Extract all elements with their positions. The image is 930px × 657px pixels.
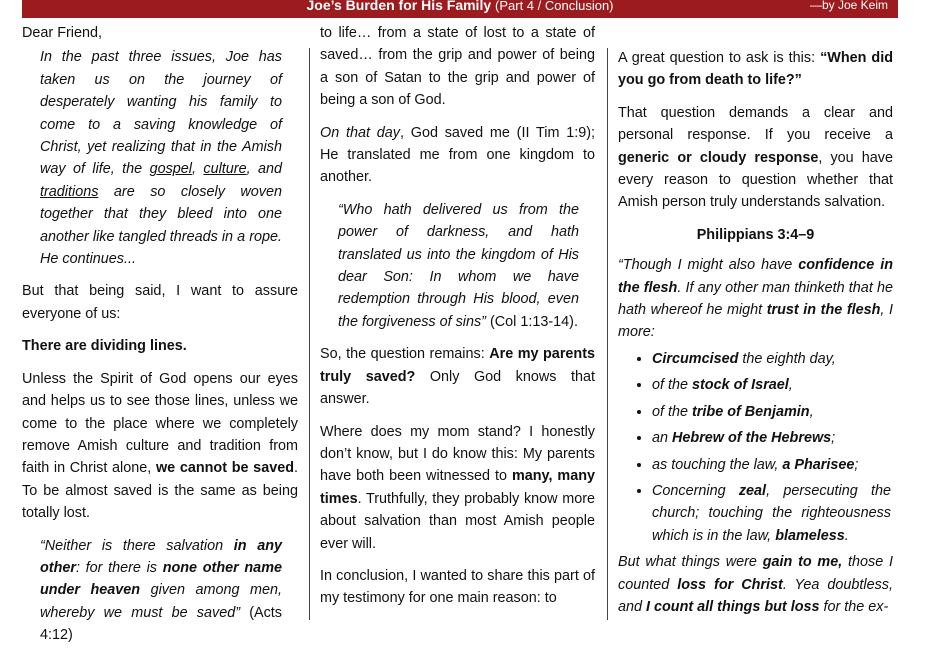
salutation: Dear Friend, [22, 25, 102, 41]
dividing-lines: There are dividing lines. [22, 338, 187, 355]
scripture-quote [320, 199, 595, 333]
column-divider-2 [607, 48, 608, 620]
quote-bold: none other name under heaven [40, 559, 282, 599]
column-1 [22, 22, 298, 657]
column-divider-1 [309, 48, 310, 620]
quote-text: . Yea doubtless, and [618, 576, 893, 615]
scripture-heading: Philippians 3:4–9 [696, 226, 815, 243]
p1-text: A great question to ask is this: [618, 50, 821, 66]
byline: —by Joe Keim [809, 0, 888, 12]
list-item [652, 454, 893, 476]
on-that-day: On that day [320, 124, 400, 141]
list-item [652, 374, 893, 396]
p1-bold: “When did you go from death to life?” [618, 50, 893, 89]
quote-text: . If any other man thinketh that he hath whereof he might [618, 279, 893, 319]
scripture-quote [22, 535, 298, 647]
intro-text: In the past three issues, Joe has taken us on the journey of desperately wanting his family to come to a saving knowledge of Christ, yet realizing that in the Amish way of life, the [40, 49, 282, 178]
paragraph [320, 122, 595, 189]
p2-text: That question demands a clear and personal response. If you receive a [618, 104, 893, 144]
title-text: Joe’s Burden for His Family [306, 0, 492, 13]
scripture-quote [618, 254, 893, 344]
quote-text: : for there is [75, 559, 163, 576]
quote-text: “Neither is there salvation [40, 537, 234, 554]
p3-text: So, the question remains: [320, 346, 490, 363]
p3-end: Only God knows that answer. [320, 368, 596, 408]
item-bold: Hebrew of the Hebrews [672, 430, 832, 447]
item-text: ; [831, 430, 836, 447]
p4-bold: many, many times [320, 468, 595, 507]
item-text: ; [854, 456, 859, 473]
item-text: of the [652, 403, 693, 420]
quote-text: “Though I might also have [618, 257, 799, 274]
quote-text: for the ex- [819, 598, 889, 615]
quote-bold: confidence in the flesh [618, 257, 893, 296]
p3-end: . To be almost saved is the same as being totally lost. [22, 460, 298, 522]
quote-reference: (Col 1:13-14). [485, 313, 578, 330]
article-title [22, 0, 898, 15]
item-text: . [844, 527, 849, 544]
p3-text: Unless the Spirit of God opens our eyes and helps us to see those lines, unless we come to the place where we completely remove Amish culture and tradition from faith in Christ alone, [22, 370, 298, 477]
bold-statement [22, 335, 298, 357]
column-3 [618, 47, 893, 628]
paragraph [320, 343, 595, 410]
p2-end: , you have every reason to question whether that Amish person truly understands salvation. [618, 149, 894, 211]
paragraph [618, 47, 893, 92]
item-text: the eighth day, [738, 350, 836, 367]
intro-comma: , [191, 161, 204, 178]
quote-bold: trust in the flesh [766, 302, 881, 319]
quote-text: given among men, whereby we must be saved” [40, 582, 282, 621]
p3-bold: we cannot be saved [155, 460, 294, 477]
item-bold: stock of Israel [692, 377, 789, 394]
intro-gospel: gospel [149, 161, 192, 178]
list-item [652, 480, 893, 547]
scripture-quote-continued [618, 551, 893, 618]
list-item [652, 348, 893, 370]
intro-paragraph [22, 46, 298, 270]
item-text: an [652, 430, 673, 447]
item-bold: a Pharisee [782, 456, 855, 473]
p3-bold: Are my parents truly saved? [320, 346, 596, 385]
item-bold: Circumcised [652, 350, 739, 367]
p4-text: Where does my mom stand? I honestly don’t know, but I do know this: My parents have both been witnessed to [320, 423, 595, 485]
item-text: , [788, 377, 793, 394]
item-text: , persecuting the church; touching the righteousness which is in the law, [652, 482, 891, 544]
item-bold: zeal [738, 482, 767, 499]
p4-end: . Truthfully, they probably know more about salvation than most Amish people ever will. [320, 490, 595, 552]
list-item [652, 427, 893, 449]
quote-text: But what things were [618, 554, 763, 571]
quote-bold: gain to me, [762, 554, 843, 571]
paragraph: In conclusion, I wanted to share this part of my testimony for one main reason: to [320, 567, 595, 607]
p2-bold: generic or cloudy response [618, 149, 819, 166]
item-bold: blameless [775, 527, 845, 544]
quote-bold: I count all things but loss [646, 598, 820, 615]
p2-text: , God saved me (II Tim 1:9); He translated me from one kingdom to another. [320, 124, 595, 186]
quote-bold: in any other [40, 537, 282, 576]
list-item [652, 401, 893, 423]
item-text: Concerning [652, 482, 739, 499]
paragraph [22, 368, 298, 525]
quote-text: , I more: [618, 302, 893, 341]
paragraph [618, 102, 893, 214]
item-bold: tribe of Benjamin [692, 403, 810, 420]
column-2 [320, 22, 595, 620]
quote-text: “Who hath delivered us from the power of darkness, and hath translated us into the kingdom of His dear Son: In whom we have redemption through His blood, even the forgiveness of sins” [338, 201, 579, 330]
quote-reference: (Acts 4:12) [40, 604, 283, 644]
intro-culture: culture [203, 161, 247, 178]
title-subtitle: (Part 4 / Conclusion) [495, 0, 614, 13]
item-text: as touching the law, [652, 456, 783, 473]
item-text: of the [652, 377, 693, 394]
quote-text: those I counted [618, 554, 893, 593]
quote-bold: loss for Christ [677, 576, 783, 593]
intro-and: , and [246, 161, 282, 178]
header-banner [22, 0, 898, 18]
intro-text-end: are so closely woven together that they bleed into one another like tangled threads in a rope. He continues... [40, 183, 282, 268]
item-text: , [809, 403, 814, 420]
paragraph: to life… from a state of lost to a state of saved… from the grip and power of being a son of Satan to the grip and power of being a son of God. [320, 25, 595, 109]
intro-traditions: traditions [40, 183, 99, 200]
paragraph: But that being said, I want to assure everyone of us: [22, 283, 298, 322]
paragraph [320, 421, 595, 555]
bullet-list [618, 348, 893, 547]
